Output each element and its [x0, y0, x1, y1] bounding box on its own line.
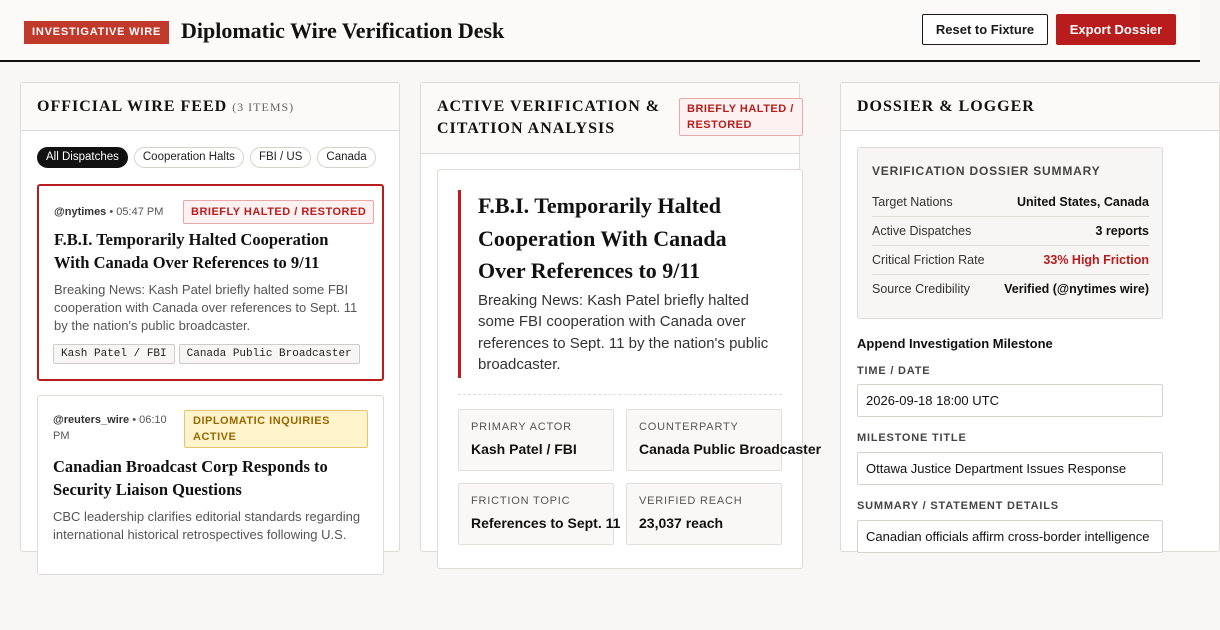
summary-details-label: SUMMARY / STATEMENT DETAILS	[857, 500, 1059, 512]
wire-tags	[53, 344, 360, 364]
wire-feed-title-text: OFFICIAL WIRE FEED	[37, 98, 228, 115]
summary-value-friction: 33% High Friction	[1043, 253, 1149, 267]
tag-counterparty: Canada Public Broadcaster	[179, 344, 360, 364]
fact-verified-reach	[626, 483, 782, 545]
summary-key: Target Nations	[872, 195, 953, 209]
dossier-title: DOSSIER & LOGGER	[857, 98, 1035, 115]
summary-row	[872, 275, 1149, 304]
summary-row	[872, 246, 1149, 275]
fact-value: 23,037 reach	[639, 515, 724, 531]
analysis-card	[437, 169, 822, 569]
milestone-title-label: MILESTONE TITLE	[857, 432, 967, 444]
summary-key: Source Credibility	[872, 282, 970, 296]
wire-card[interactable]	[37, 395, 384, 575]
fact-counterparty	[626, 409, 822, 471]
wire-feed-count: (3 ITEMS)	[232, 100, 295, 114]
fact-primary-actor	[458, 409, 614, 471]
reset-to-fixture-button[interactable]: Reset to Fixture	[922, 14, 1048, 45]
fact-label: PRIMARY ACTOR	[471, 421, 572, 433]
wire-handle: @nytimes	[54, 206, 107, 218]
dossier-panel	[840, 82, 1220, 552]
fact-value: Canada Public Broadcaster	[639, 441, 822, 457]
article-headline: F.B.I. Temporarily Halted Cooperation With Canada Over References to 9/11	[478, 193, 727, 283]
wire-body: CBC leadership clarifies editorial standards regarding international historical retrospectives following U.S.	[53, 509, 361, 542]
brand-badge: INVESTIGATIVE WIRE	[24, 21, 169, 44]
status-badge: BRIEFLY HALTED / RESTORED	[183, 200, 374, 224]
milestone-section-title: Append Investigation Milestone	[857, 336, 1053, 351]
filter-chip-all-dispatches[interactable]: All Dispatches	[37, 147, 128, 168]
summary-key: Critical Friction Rate	[872, 253, 985, 267]
analysis-panel	[420, 82, 822, 552]
dossier-header	[841, 83, 1219, 131]
wire-feed-panel	[20, 82, 400, 552]
wire-card-selected[interactable]	[37, 184, 384, 381]
status-badge: DIPLOMATIC INQUIRIES ACTIVE	[184, 410, 368, 448]
summary-value: Verified (@nytimes wire)	[1004, 282, 1149, 296]
summary-row	[872, 217, 1149, 246]
fact-label: FRICTION TOPIC	[471, 495, 571, 507]
article-quote	[458, 190, 778, 378]
wire-time: 06:10 PM	[53, 414, 167, 442]
wire-time: 05:47 PM	[116, 206, 164, 218]
analysis-title: ACTIVE VERIFICATION & CITATION ANALYSIS	[437, 98, 661, 137]
wire-feed-header	[21, 83, 399, 131]
top-header	[0, 0, 1200, 62]
wire-feed-title	[37, 98, 294, 116]
export-dossier-button[interactable]: Export Dossier	[1056, 14, 1176, 45]
page-title: Diplomatic Wire Verification Desk	[181, 18, 505, 43]
summary-row	[872, 188, 1149, 217]
dossier-summary	[857, 147, 1163, 319]
fact-value: Kash Patel / FBI	[471, 441, 577, 457]
wire-headline: Canadian Broadcast Corp Responds to Security Liaison Questions	[53, 457, 328, 499]
summary-value: United States, Canada	[1017, 195, 1149, 209]
filter-chip-canada[interactable]: Canada	[317, 147, 375, 168]
filter-chip-cooperation-halts[interactable]: Cooperation Halts	[134, 147, 244, 168]
analysis-status-badge: BRIEFLY HALTED / RESTORED	[679, 98, 803, 136]
fact-label: VERIFIED REACH	[639, 495, 743, 507]
time-date-input[interactable]	[857, 384, 1163, 417]
tag-actor: Kash Patel / FBI	[53, 344, 175, 364]
summary-title: VERIFICATION DOSSIER SUMMARY	[872, 164, 1101, 178]
fact-value: References to Sept. 11	[471, 515, 621, 531]
filter-chip-fbi-us[interactable]: FBI / US	[250, 147, 311, 168]
wire-headline: F.B.I. Temporarily Halted Cooperation With Canada Over References to 9/11	[54, 230, 329, 272]
article-body: Breaking News: Kash Patel briefly halted some FBI cooperation with Canada over references to Sept. 11 by the nation's public broadcaster.	[478, 291, 769, 373]
wire-meta: @reuters_wire • 06:10 PM	[53, 414, 167, 442]
summary-value: 3 reports	[1095, 224, 1149, 238]
fact-label: COUNTERPARTY	[639, 421, 739, 433]
filter-chips	[37, 147, 376, 168]
fact-friction-topic	[458, 483, 621, 545]
analysis-header	[421, 83, 799, 154]
summary-key: Active Dispatches	[872, 224, 972, 238]
wire-body: Breaking News: Kash Patel briefly halted some FBI cooperation with Canada over references to Sept. 11 by the nation's public broadcaster.	[54, 282, 358, 333]
milestone-title-input[interactable]	[857, 452, 1163, 485]
time-date-label: TIME / DATE	[857, 365, 931, 377]
wire-handle: @reuters_wire	[53, 414, 130, 426]
summary-details-input[interactable]	[857, 520, 1163, 553]
wire-meta: @nytimes • 05:47 PM	[54, 206, 164, 218]
divider	[458, 394, 782, 395]
